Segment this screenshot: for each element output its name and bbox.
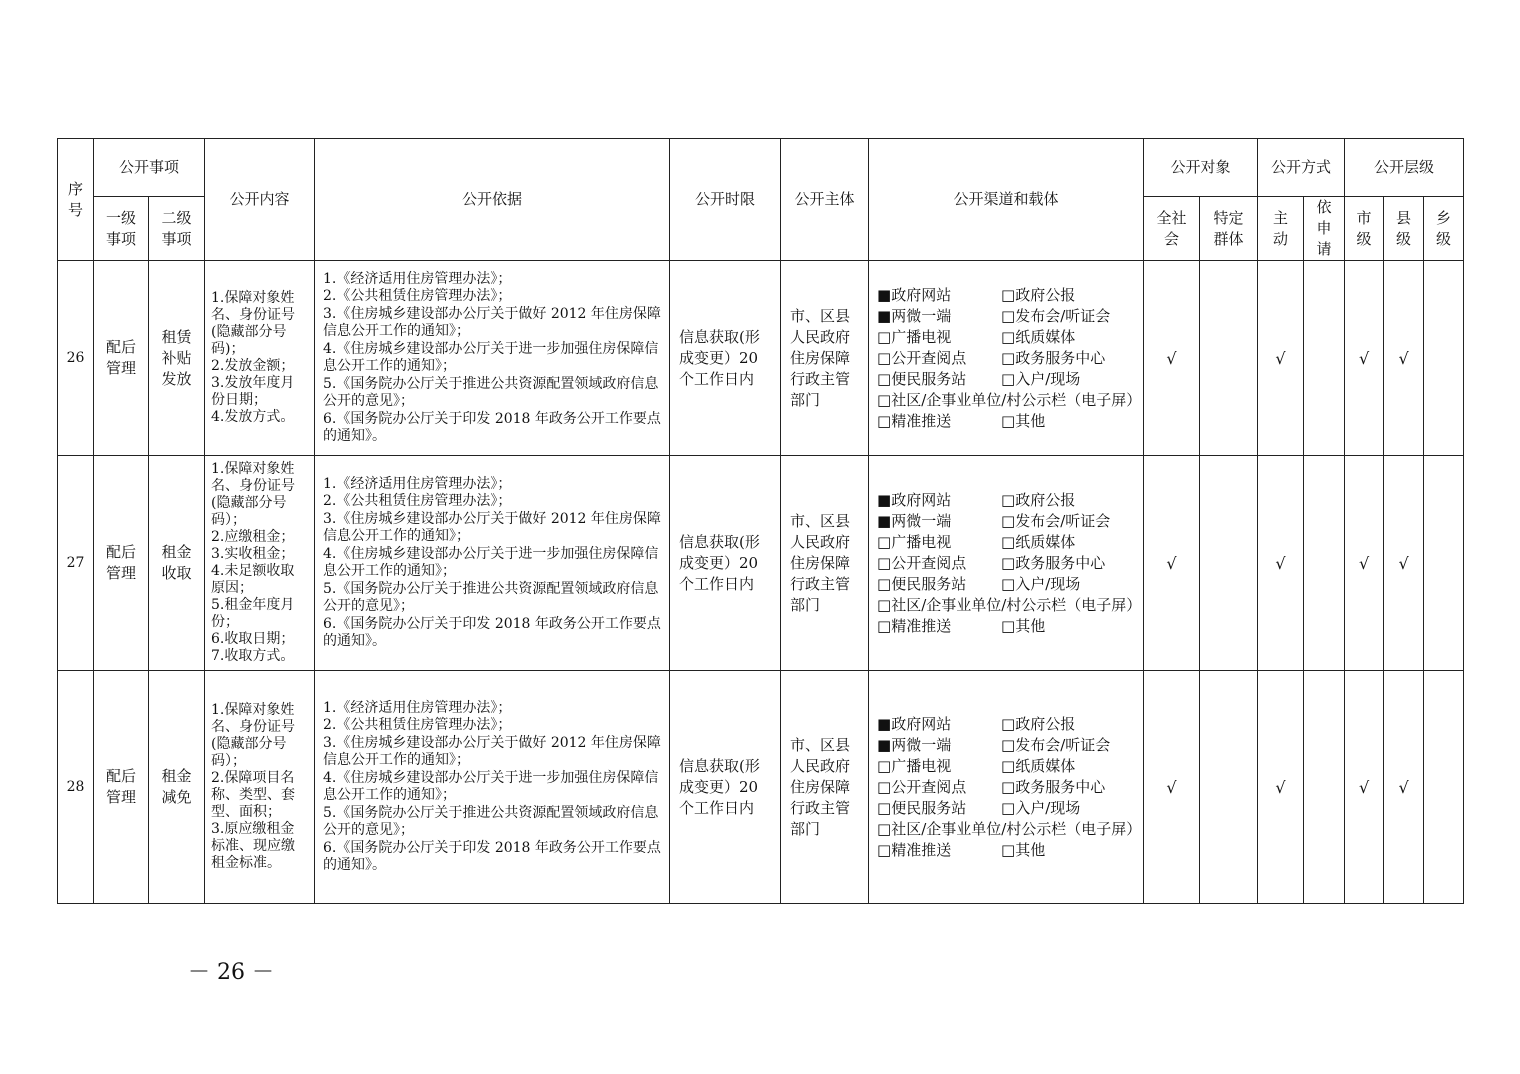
channel-option: □其他 xyxy=(1001,411,1046,430)
channel-option: □发布会/听证会 xyxy=(1001,306,1111,325)
audience-all-cell xyxy=(1144,456,1200,671)
header-mode-active: 主动 xyxy=(1258,197,1304,261)
channel-option: □其他 xyxy=(1001,616,1046,635)
cell-text: √ xyxy=(1275,553,1286,573)
header-mode-group: 公开方式 xyxy=(1258,139,1345,197)
basis-line: 1.《经济适用住房管理办法》； xyxy=(323,699,512,716)
level-township-cell xyxy=(1424,261,1464,456)
table-row xyxy=(58,261,1464,456)
content-line: 2.发放金额； xyxy=(211,358,295,374)
header-level-county: 县级 xyxy=(1384,197,1424,261)
level1-cell xyxy=(94,456,149,671)
level-city-cell xyxy=(1345,456,1384,671)
content-line: 5.租金年度月份； xyxy=(211,597,295,630)
channel-option: □社区/企事业单位/村公示栏（电子屏） xyxy=(877,819,1142,838)
mode-active-cell xyxy=(1258,456,1304,671)
basis-line: 2.《公共租赁住房管理办法》； xyxy=(323,288,512,304)
channel-option: □政务服务中心 xyxy=(1001,777,1106,796)
table-row xyxy=(58,456,1464,671)
basis-line: 1.《经济适用住房管理办法》； xyxy=(323,475,512,492)
header-items-group: 公开事项 xyxy=(94,139,205,197)
channel-option: □发布会/听证会 xyxy=(1001,735,1111,754)
level-county-cell xyxy=(1384,456,1424,671)
basis-cell xyxy=(315,261,670,456)
channel-option: □政府公报 xyxy=(1001,490,1076,509)
cell-text: 信息获取(形成变更）20个工作日内 xyxy=(679,532,760,593)
cell-text: 市、区县人民政府住房保障行政主管部门 xyxy=(790,735,851,838)
header-level2: 二级事项 xyxy=(149,197,205,261)
time-limit-cell xyxy=(670,261,781,456)
channel-option: □公开查阅点 xyxy=(877,348,967,367)
header-level-group: 公开层级 xyxy=(1345,139,1464,197)
channel-option: ■两微一端 xyxy=(877,735,952,754)
cell-text: 市、区县人民政府住房保障行政主管部门 xyxy=(790,306,851,409)
level1-cell xyxy=(94,671,149,904)
channel-option: ■政府网站 xyxy=(877,714,952,733)
cell-text: √ xyxy=(1398,348,1409,368)
channel-option: □便民服务站 xyxy=(877,798,967,817)
channel-option: □精准推送 xyxy=(877,840,952,859)
channel-option: □社区/企事业单位/村公示栏（电子屏） xyxy=(877,595,1142,614)
basis-line: 6.《国务院办公厅关于印发 2018 年政务公开工作要点的通知》。 xyxy=(323,839,661,873)
basis-line: 2.《公共租赁住房管理办法》； xyxy=(323,717,512,733)
basis-line: 6.《国务院办公厅关于印发 2018 年政务公开工作要点的通知》。 xyxy=(323,410,661,444)
seq-cell xyxy=(58,261,94,456)
content-line: 1.保障对象姓名、身份证号(隐藏部分号码）； xyxy=(211,461,296,528)
level-county-cell xyxy=(1384,671,1424,904)
channel-option: ■政府网站 xyxy=(877,490,952,509)
cell-text: 租赁补贴发放 xyxy=(161,327,192,388)
header-channel: 公开渠道和载体 xyxy=(869,139,1144,261)
subject-cell xyxy=(781,456,869,671)
header-basis: 公开依据 xyxy=(315,139,670,261)
cell-text: 27 xyxy=(66,555,85,571)
channel-cell xyxy=(869,671,1144,904)
basis-line: 2.《公共租赁住房管理办法》； xyxy=(323,493,512,509)
mode-request-cell xyxy=(1304,261,1345,456)
table-row xyxy=(58,671,1464,904)
mode-active-cell xyxy=(1258,261,1304,456)
audience-all-cell xyxy=(1144,671,1200,904)
cell-text: 配后管理 xyxy=(105,767,136,806)
cell-text: √ xyxy=(1358,777,1370,797)
content-cell xyxy=(205,456,315,671)
level-county-cell xyxy=(1384,261,1424,456)
basis-line: 5.《国务院办公厅关于推进公共资源配置领域政府信息公开的意见》； xyxy=(323,375,659,409)
header-content: 公开内容 xyxy=(205,139,315,261)
level2-cell xyxy=(149,456,205,671)
channel-option: □广播电视 xyxy=(877,532,952,551)
disclosure-table xyxy=(57,138,1464,904)
content-line: 3.发放年度月份日期； xyxy=(211,375,295,408)
basis-cell xyxy=(315,456,670,671)
audience-specific-cell xyxy=(1200,261,1258,456)
channel-option: □发布会/听证会 xyxy=(1001,511,1111,530)
content-line: 2.应缴租金； xyxy=(211,529,295,545)
channel-option: □纸质媒体 xyxy=(1001,532,1076,551)
basis-line: 1.《经济适用住房管理办法》； xyxy=(323,270,512,287)
mode-request-cell xyxy=(1304,671,1345,904)
subject-cell xyxy=(781,261,869,456)
audience-all-cell xyxy=(1144,261,1200,456)
channel-option: □其他 xyxy=(1001,840,1046,859)
channel-option: □政务服务中心 xyxy=(1001,553,1106,572)
basis-line: 3.《住房城乡建设部办公厅关于做好 2012 年住房保障信息公开工作的通知》； xyxy=(323,734,661,768)
basis-line: 4.《住房城乡建设部办公厅关于进一步加强住房保障信息公开工作的通知》； xyxy=(323,545,659,579)
mode-request-cell xyxy=(1304,456,1345,671)
basis-line: 6.《国务院办公厅关于印发 2018 年政务公开工作要点的通知》。 xyxy=(323,615,661,649)
header-audience-group: 公开对象 xyxy=(1144,139,1258,197)
basis-line: 3.《住房城乡建设部办公厅关于做好 2012 年住房保障信息公开工作的通知》； xyxy=(323,305,661,339)
header-time-limit: 公开时限 xyxy=(670,139,781,261)
cell-text: √ xyxy=(1166,348,1177,368)
level-township-cell xyxy=(1424,456,1464,671)
level-township-cell xyxy=(1424,671,1464,904)
basis-line: 5.《国务院办公厅关于推进公共资源配置领域政府信息公开的意见》； xyxy=(323,580,659,614)
cell-text: √ xyxy=(1358,553,1370,573)
channel-option: □便民服务站 xyxy=(877,574,967,593)
channel-option: □入户/现场 xyxy=(1001,798,1081,817)
level-city-cell xyxy=(1345,261,1384,456)
basis-line: 5.《国务院办公厅关于推进公共资源配置领域政府信息公开的意见》； xyxy=(323,804,659,838)
content-cell xyxy=(205,261,315,456)
channel-option: □精准推送 xyxy=(877,411,952,430)
channel-cell xyxy=(869,456,1144,671)
level-city-cell xyxy=(1345,671,1384,904)
channel-option: □纸质媒体 xyxy=(1001,327,1076,346)
channel-option: □纸质媒体 xyxy=(1001,756,1076,775)
seq-cell xyxy=(58,456,94,671)
header-subject: 公开主体 xyxy=(781,139,869,261)
cell-text: √ xyxy=(1166,553,1177,573)
channel-option: □政府公报 xyxy=(1001,714,1076,733)
channel-option: □公开查阅点 xyxy=(877,777,967,796)
basis-line: 4.《住房城乡建设部办公厅关于进一步加强住房保障信息公开工作的通知》； xyxy=(323,340,659,374)
header-audience-specific: 特定群体 xyxy=(1200,197,1258,261)
cell-text: 信息获取(形成变更）20个工作日内 xyxy=(679,756,760,817)
channel-option: □入户/现场 xyxy=(1001,369,1081,388)
cell-text: 28 xyxy=(66,779,85,795)
cell-text: √ xyxy=(1398,553,1409,573)
channel-option: □政务服务中心 xyxy=(1001,348,1106,367)
header-audience-all: 全社会 xyxy=(1144,197,1200,261)
cell-text: 租金减免 xyxy=(161,767,192,806)
time-limit-cell xyxy=(670,456,781,671)
cell-text: 租金收取 xyxy=(161,543,192,582)
audience-specific-cell xyxy=(1200,456,1258,671)
content-line: 3.原应缴租金标准、现应缴租金标准。 xyxy=(211,821,296,871)
header-level-city: 市级 xyxy=(1345,197,1384,261)
level1-cell xyxy=(94,261,149,456)
time-limit-cell xyxy=(670,671,781,904)
cell-text: √ xyxy=(1166,777,1177,797)
level2-cell xyxy=(149,671,205,904)
channel-cell xyxy=(869,261,1144,456)
header-level-township: 乡级 xyxy=(1424,197,1464,261)
channel-option: □广播电视 xyxy=(877,327,952,346)
cell-text: √ xyxy=(1275,348,1286,368)
header-level1: 一级事项 xyxy=(94,197,149,261)
channel-option: □社区/企事业单位/村公示栏（电子屏） xyxy=(877,390,1142,409)
content-line: 1.保障对象姓名、身份证号(隐藏部分号码）； xyxy=(211,702,296,769)
cell-text: 配后管理 xyxy=(105,543,136,582)
channel-option: ■政府网站 xyxy=(877,285,952,304)
basis-line: 3.《住房城乡建设部办公厅关于做好 2012 年住房保障信息公开工作的通知》； xyxy=(323,510,661,544)
basis-line: 4.《住房城乡建设部办公厅关于进一步加强住房保障信息公开工作的通知》； xyxy=(323,769,659,803)
cell-text: √ xyxy=(1358,348,1370,368)
cell-text: √ xyxy=(1275,777,1286,797)
channel-option: □政府公报 xyxy=(1001,285,1076,304)
table-body xyxy=(58,261,1464,904)
level2-cell xyxy=(149,261,205,456)
seq-cell xyxy=(58,671,94,904)
cell-text: √ xyxy=(1398,777,1409,797)
content-line: 4.未足额收取原因； xyxy=(211,563,295,596)
mode-active-cell xyxy=(1258,671,1304,904)
page-number: － 26 － xyxy=(188,960,274,985)
channel-option: □便民服务站 xyxy=(877,369,967,388)
content-line: 6.收取日期； xyxy=(211,631,295,647)
channel-option: □广播电视 xyxy=(877,756,952,775)
subject-cell xyxy=(781,671,869,904)
channel-option: ■两微一端 xyxy=(877,511,952,530)
content-cell xyxy=(205,671,315,904)
audience-specific-cell xyxy=(1200,671,1258,904)
channel-option: ■两微一端 xyxy=(877,306,952,325)
cell-text: 信息获取(形成变更）20个工作日内 xyxy=(679,327,760,388)
content-line: 4.发放方式。 xyxy=(211,409,295,425)
header-mode-request: 依申请 xyxy=(1304,197,1345,261)
channel-option: □入户/现场 xyxy=(1001,574,1081,593)
channel-option: □精准推送 xyxy=(877,616,952,635)
header-seq: 序号 xyxy=(58,139,94,261)
channel-option: □公开查阅点 xyxy=(877,553,967,572)
basis-cell xyxy=(315,671,670,904)
cell-text: 市、区县人民政府住房保障行政主管部门 xyxy=(790,511,851,614)
content-line: 3.实收租金； xyxy=(211,546,295,562)
cell-text: 26 xyxy=(66,350,85,366)
content-line: 7.收取方式。 xyxy=(211,648,295,664)
cell-text: 配后管理 xyxy=(105,338,136,377)
content-line: 2.保障项目名称、类型、套型、面积； xyxy=(211,770,296,820)
content-line: 1.保障对象姓名、身份证号(隐藏部分号码)； xyxy=(211,290,296,357)
